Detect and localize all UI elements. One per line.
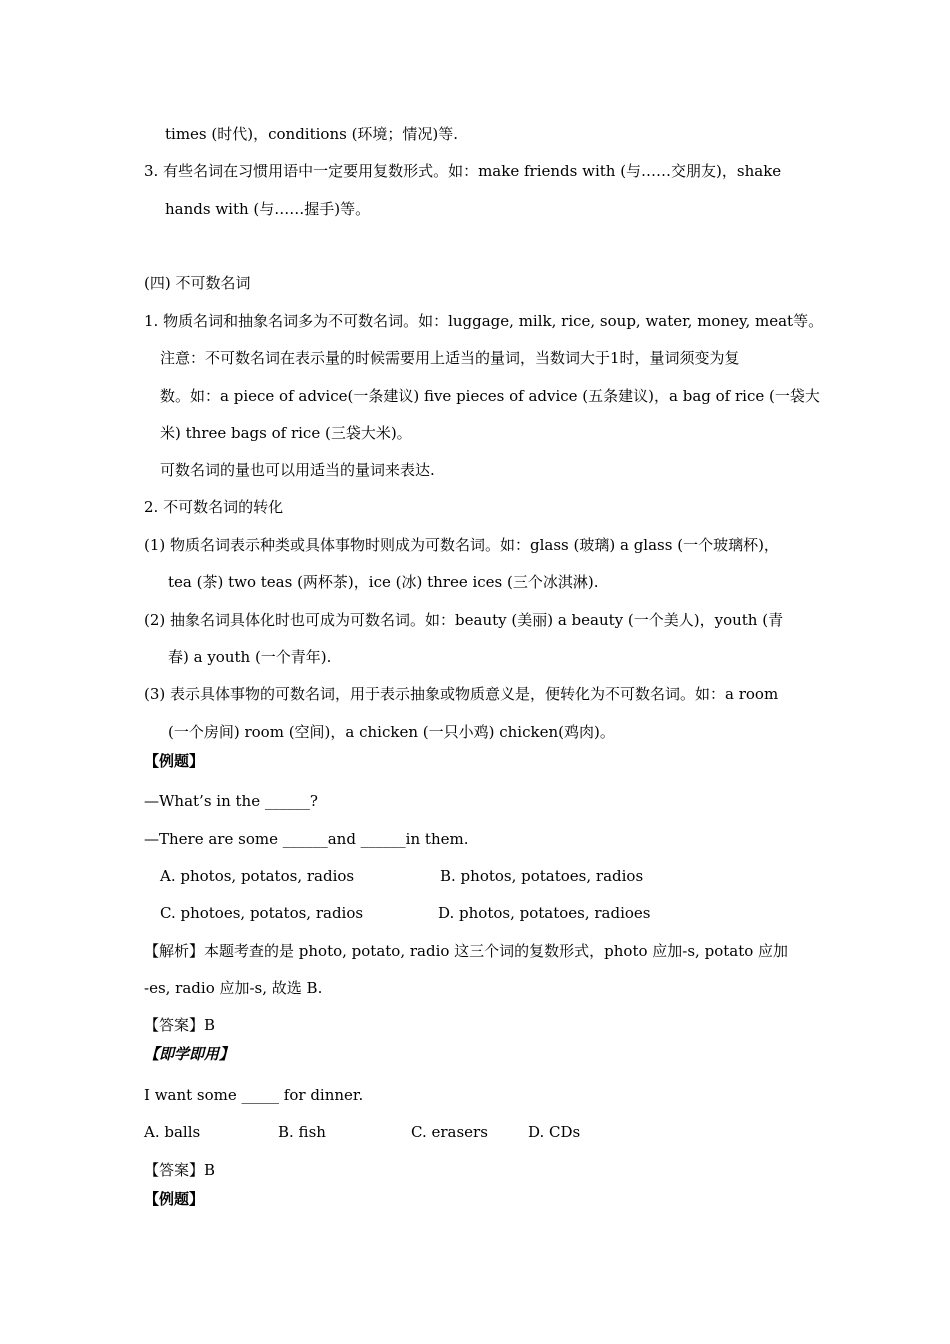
- option-c: C. erasers: [411, 1123, 488, 1141]
- text-line: 注意：不可数名词在表示量的时候需要用上适当的量词，当数词大于1时，量词须变为复: [160, 349, 740, 367]
- text-line: tea (茶) two teas (两杯茶)，ice (冰) three ices (三个冰淇淋).: [168, 573, 599, 591]
- option-b: B. photos, potatoes, radios: [440, 867, 644, 885]
- text-line: 3. 有些名词在习惯用语中一定要用复数形式。如：make friends with (与……交朋友)，shake: [144, 162, 782, 180]
- text-line: 2. 不可数名词的转化: [144, 498, 284, 516]
- text-line: 米) three bags of rice (三袋大米)。: [160, 424, 412, 442]
- text-line: hands with (与……握手)等。: [165, 200, 371, 218]
- question-line: —There are some ______and ______in them.: [144, 830, 469, 848]
- question-line: I want some _____ for dinner.: [144, 1086, 364, 1104]
- option-a: A. photos, potatos, radios: [160, 867, 355, 885]
- text-line: (2) 抽象名词具体化时也可成为可数名词。如：beauty (美丽) a beauty (一个美人)，youth (青: [144, 611, 784, 629]
- option-d: D. photos, potatoes, radioes: [438, 904, 651, 922]
- text-line: (3) 表示具体事物的可数名词，用于表示抽象或物质意义是，便转化为不可数名词。如：a room: [144, 685, 779, 703]
- option-c: C. photoes, potatos, radios: [160, 904, 364, 922]
- question-line: —What’s in the ______?: [144, 792, 318, 810]
- option-b: B. fish: [278, 1123, 326, 1141]
- analysis-line: 【解析】本题考查的是 photo, potato, radio 这三个词的复数形式，photo 应加-s, potato 应加: [144, 942, 789, 960]
- text-line: 可数名词的量也可以用适当的量词来表达.: [160, 461, 435, 479]
- text-line: times (时代)，conditions (环境；情况)等.: [165, 125, 459, 143]
- option-a: A. balls: [144, 1123, 201, 1141]
- text-line: (一个房间) room (空间)，a chicken (一只小鸡) chicken(鸡肉)。: [168, 723, 615, 741]
- practice-label: 【即学即用】: [144, 1045, 235, 1063]
- option-d: D. CDs: [528, 1123, 581, 1141]
- example-label: 【例题】: [144, 752, 205, 770]
- example-label: 【例题】: [144, 1190, 205, 1208]
- answer-line: 【答案】B: [144, 1016, 216, 1034]
- text-line: 春) a youth (一个青年).: [168, 648, 332, 666]
- text-line: 1. 物质名词和抽象名词多为不可数名词。如：luggage, milk, rice, soup, water, money, meat等。: [144, 312, 824, 330]
- answer-line: 【答案】B: [144, 1161, 216, 1179]
- analysis-line: -es, radio 应加-s, 故选 B.: [144, 979, 323, 997]
- text-line: 数。如：a piece of advice(一条建议) five pieces of advice (五条建议)，a bag of rice (一袋大: [160, 387, 820, 405]
- text-line: (1) 物质名词表示种类或具体事物时则成为可数名词。如：glass (玻璃) a glass (一个玻璃杯)，: [144, 536, 779, 554]
- section-heading: (四) 不可数名词: [144, 274, 251, 292]
